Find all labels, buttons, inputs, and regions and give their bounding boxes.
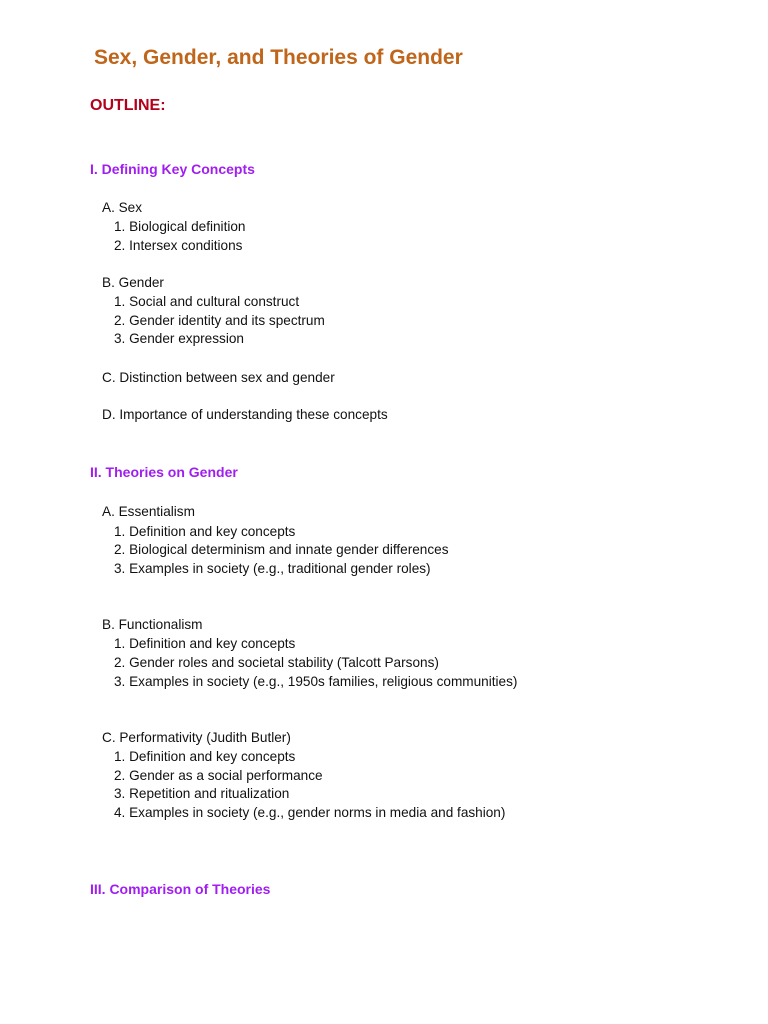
section-heading-3: III. Comparison of Theories <box>90 881 271 897</box>
outline-item-1a: A. Sex <box>102 200 143 215</box>
outline-subitem-2c-4: 4. Examples in society (e.g., gender norms in media and fashion) <box>114 805 506 820</box>
document-title: Sex, Gender, and Theories of Gender <box>94 46 463 69</box>
section-heading-2: II. Theories on Gender <box>90 464 238 480</box>
outline-subitem-2c-2: 2. Gender as a social performance <box>114 768 323 783</box>
outline-subitem-2b-3: 3. Examples in society (e.g., 1950s families, religious communities) <box>114 674 518 689</box>
outline-subitem-1a-1: 1. Biological definition <box>114 219 246 234</box>
outline-item-1d: D. Importance of understanding these concepts <box>102 407 388 422</box>
outline-subitem-2a-3: 3. Examples in society (e.g., traditional gender roles) <box>114 561 431 576</box>
outline-subitem-2b-2: 2. Gender roles and societal stability (Talcott Parsons) <box>114 655 439 670</box>
outline-item-1c: C. Distinction between sex and gender <box>102 370 335 385</box>
outline-subitem-1b-2: 2. Gender identity and its spectrum <box>114 313 325 328</box>
outline-item-2c: C. Performativity (Judith Butler) <box>102 730 291 745</box>
section-heading-1: I. Defining Key Concepts <box>90 161 255 177</box>
outline-item-2b: B. Functionalism <box>102 617 203 632</box>
outline-subitem-1b-1: 1. Social and cultural construct <box>114 294 300 309</box>
outline-subitem-2a-2: 2. Biological determinism and innate gender differences <box>114 542 449 557</box>
outline-item-2a: A. Essentialism <box>102 504 195 519</box>
outline-subitem-2b-1: 1. Definition and key concepts <box>114 636 296 651</box>
outline-subitem-2c-1: 1. Definition and key concepts <box>114 749 296 764</box>
outline-subitem-2a-1: 1. Definition and key concepts <box>114 524 296 539</box>
outline-item-1b: B. Gender <box>102 275 164 290</box>
outline-subitem-1b-3: 3. Gender expression <box>114 331 244 346</box>
outline-subitem-1a-2: 2. Intersex conditions <box>114 238 243 253</box>
outline-subitem-2c-3: 3. Repetition and ritualization <box>114 786 290 801</box>
outline-label: OUTLINE: <box>90 97 166 114</box>
